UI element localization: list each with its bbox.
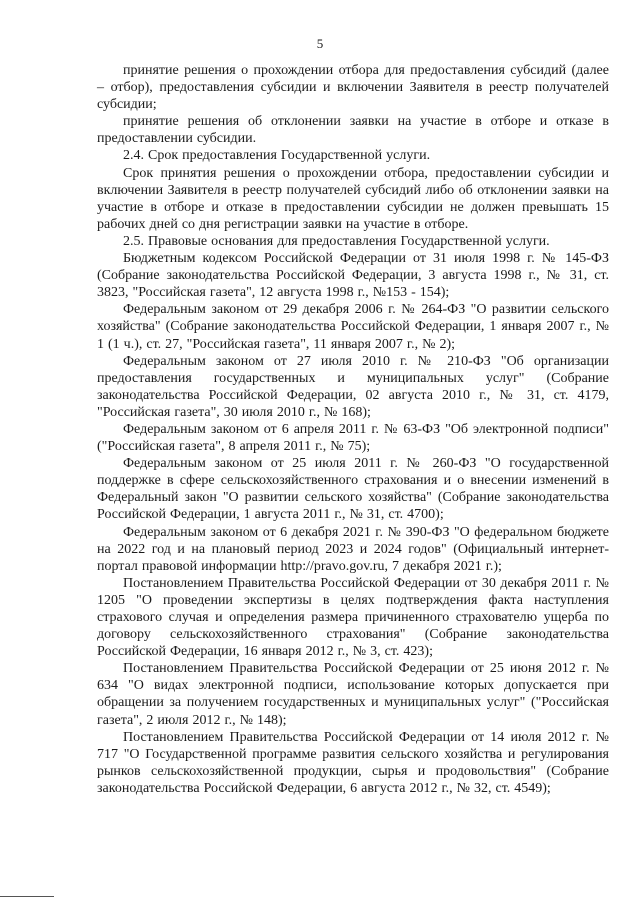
legal-basis-resolution-717: Постановлением Правительства Российской Федерации от 14 июля 2012 г. № 717 "О Государственной программе развития сельского хозяйства и регулирования рынков сельскохозяйственной продукции, сырья и продовольствия" (Собрание законодательства Российской Федерации, 6 августа 2012 г., № 32, ст. 4549); (97, 729, 609, 796)
section-heading-2-4: 2.4. Срок предоставления Государственной услуги. (123, 148, 431, 164)
document-body (97, 62, 609, 797)
legal-basis-law-264: Федеральным законом от 29 декабря 2006 г. № 264-ФЗ "О развитии сельского хозяйства" (Собрание законодательства Российской Федерации, 1 января 2007 г., № 1 (1 ч.), ст. 27, "Российская газета", 11 января 2007 г., № 2); (97, 302, 609, 352)
legal-basis-resolution-634: Постановлением Правительства Российской Федерации от 25 июня 2012 г. № 634 "О видах электронной подписи, использование которых допускается при обращении за получением государственных и муниципальных услуг" ("Российская газета", 2 июля 2012 г., № 148); (97, 661, 609, 728)
section-heading-2-5: 2.5. Правовые основания для предоставления Государственной услуги. (123, 233, 550, 249)
legal-basis-law-63: Федеральным законом от 6 апреля 2011 г. № 63-ФЗ "Об электронной подписи" ("Российская газета", 8 апреля 2011 г., № 75); (97, 421, 609, 455)
paragraph-decision-rejection: принятие решения об отклонении заявки на участие в отборе и отказе в предоставлении субсидии. (97, 114, 609, 147)
footer-rule (0, 896, 54, 897)
legal-basis-budget-code: Бюджетным кодексом Российской Федерации от 31 июля 1998 г. № 145-ФЗ (Собрание законодательства Российской Федерации, 3 августа 1998 г., № 31, ст. 3823, "Российская газета", 12 августа 1998 г., №153 - 154); (97, 251, 609, 301)
paragraph-decision-approval: принятие решения о прохождении отбора для предоставления субсидий (далее – отбор), предоставления субсидии и включении Заявителя в реестр получателей субсидии; (97, 63, 609, 113)
paragraph-service-term: Срок принятия решения о прохождении отбора, предоставлении субсидии и включении Заявителя в реестр получателей субсидий либо об отклонении заявки на участие в отборе и отказе в предоставлении субсидии не должен превышать 15 рабочих дней со дня регистрации заявки на участие в отборе. (97, 165, 609, 232)
legal-basis-law-260: Федеральным законом от 25 июля 2011 г. № 260-ФЗ "О государственной поддержке в сфере сельскохозяйственного страхования и о внесении изменений в Федеральный закон "О развитии сельского хозяйства" (Собрание законодательства Российской Федерации, 1 августа 2011 г., № 31, ст. 4700); (97, 456, 609, 523)
legal-basis-resolution-1205: Постановлением Правительства Российской Федерации от 30 декабря 2011 г. № 1205 "О проведении экспертизы в целях подтверждения факта наступления страхового случая и определения размера причиненного страхователю ущерба по договору сельскохозяйственного страхования" (Собрание законодательства Российской Федерации, 16 января 2012 г., № 3, ст. 423); (97, 575, 609, 660)
page-number: 5 (316, 36, 324, 51)
legal-basis-law-390: Федеральным законом от 6 декабря 2021 г. № 390-ФЗ "О федеральном бюджете на 2022 год и на плановый период 2023 и 2024 годов" (Официальный интернет-портал правовой информации http://pravo.gov.ru, 7 декабря 2021 г.); (97, 524, 609, 574)
legal-basis-law-210: Федеральным законом от 27 июля 2010 г. № 210-ФЗ "Об организации предоставления государственных и муниципальных услуг" (Собрание законодательства Российской Федерации, 02 августа 2010 г., № 31, ст. 4179, "Российская газета", 30 июля 2010 г., № 168); (97, 353, 609, 420)
